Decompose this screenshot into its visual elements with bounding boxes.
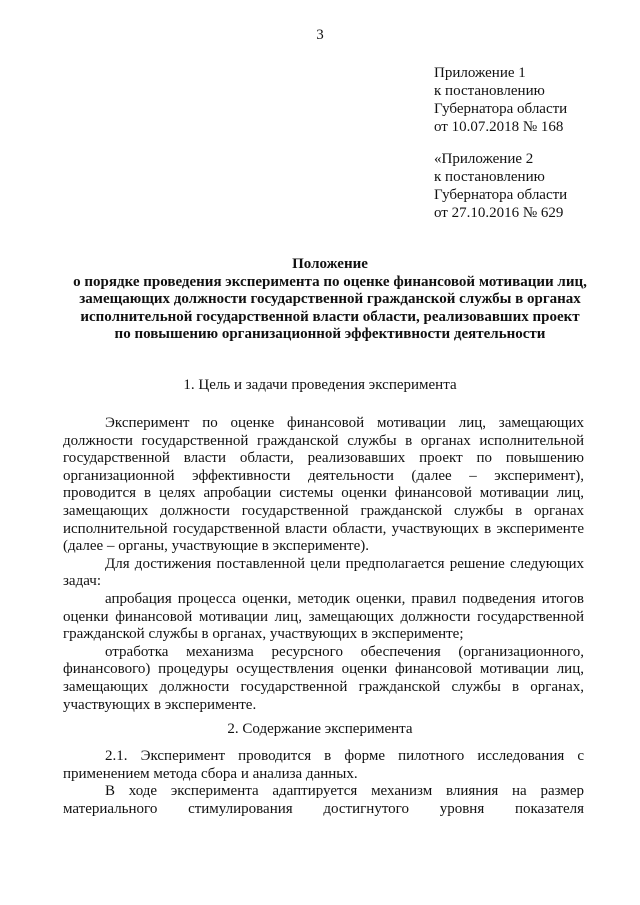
appendix-2-line: от 27.10.2016 № 629: [434, 205, 564, 221]
title-line: о порядке проведения эксперимента по оценке финансовой мотивации лиц,: [73, 273, 587, 290]
appendix-2-line: «Приложение 2: [434, 151, 534, 167]
text-line: участвующих в эксперименте.: [63, 696, 257, 713]
section-2-body: [63, 748, 584, 818]
appendix-2-line: Губернатора области: [434, 187, 568, 203]
title-line: замещающих должности государственной гражданской службы в органах: [79, 291, 581, 308]
appendix-2-reference: [434, 150, 567, 222]
text-line: задач:: [63, 573, 101, 590]
appendix-1-reference: [434, 64, 567, 136]
text-line: (далее – органы, участвующие в эксперименте).: [63, 538, 369, 555]
text-line: организационной эффективности деятельности (далее – эксперимент),: [63, 467, 584, 484]
text-line: Эксперимент по оценке финансовой мотивации лиц, замещающих: [105, 415, 584, 431]
text-line: 2.1. Эксперимент проводится в форме пилотного исследования с: [105, 748, 584, 764]
appendix-1-line: от 10.07.2018 № 168: [434, 119, 564, 135]
text-line: оценки финансовой мотивации лиц, замещающих должности государственной: [63, 608, 584, 625]
text-line: В ходе эксперимента адаптируется механизм влияния на размер: [105, 783, 584, 800]
appendix-1-line: Губернатора области: [434, 101, 568, 117]
text-line: материального стимулирования достигнутого уровня показателя: [63, 800, 584, 817]
title-heading: Положение: [292, 256, 368, 272]
text-line: Для достижения поставленной цели предполагается решение следующих: [105, 555, 584, 572]
appendix-1-line: к постановлению: [434, 83, 545, 99]
text-line: финансового) процедуры осуществления оценки финансовой мотивации лиц,: [63, 661, 584, 678]
text-line: апробация процесса оценки, методик оценки, правил подведения итогов: [105, 590, 584, 607]
text-line: гражданской службы в органах, участвующих в эксперименте;: [63, 626, 464, 643]
page-number: 3: [316, 27, 324, 43]
section-2-heading: 2. Содержание эксперимента: [227, 721, 413, 737]
text-line: должности государственной гражданской службы в органах исполнительной: [63, 432, 584, 449]
text-line: замещающих должности государственной гражданской службы в органах,: [63, 678, 584, 695]
title-line: исполнительной государственной власти области, реализовавших проект: [80, 308, 580, 325]
text-line: отработка механизма ресурсного обеспечения (организационного,: [105, 643, 584, 660]
text-line: применением метода сбора и анализа данных.: [63, 765, 358, 782]
title-line: по повышению организационной эффективности деятельности: [114, 326, 546, 343]
text-line: замещающих должности государственной гражданской службы в органах: [63, 502, 584, 519]
document-title: [60, 256, 600, 344]
section-1-heading: 1. Цель и задачи проведения эксперимента: [183, 377, 457, 393]
text-line: проводится в целях апробации системы оценки финансовой мотивации лиц,: [63, 485, 584, 502]
appendix-2-line: к постановлению: [434, 169, 545, 185]
text-line: исполнительной государственной власти области, участвующих в эксперименте: [63, 520, 584, 537]
text-line: государственной власти области, реализовавших проект по повышению: [63, 450, 584, 467]
section-1-body: [63, 415, 584, 714]
appendix-1-line: Приложение 1: [434, 65, 526, 81]
